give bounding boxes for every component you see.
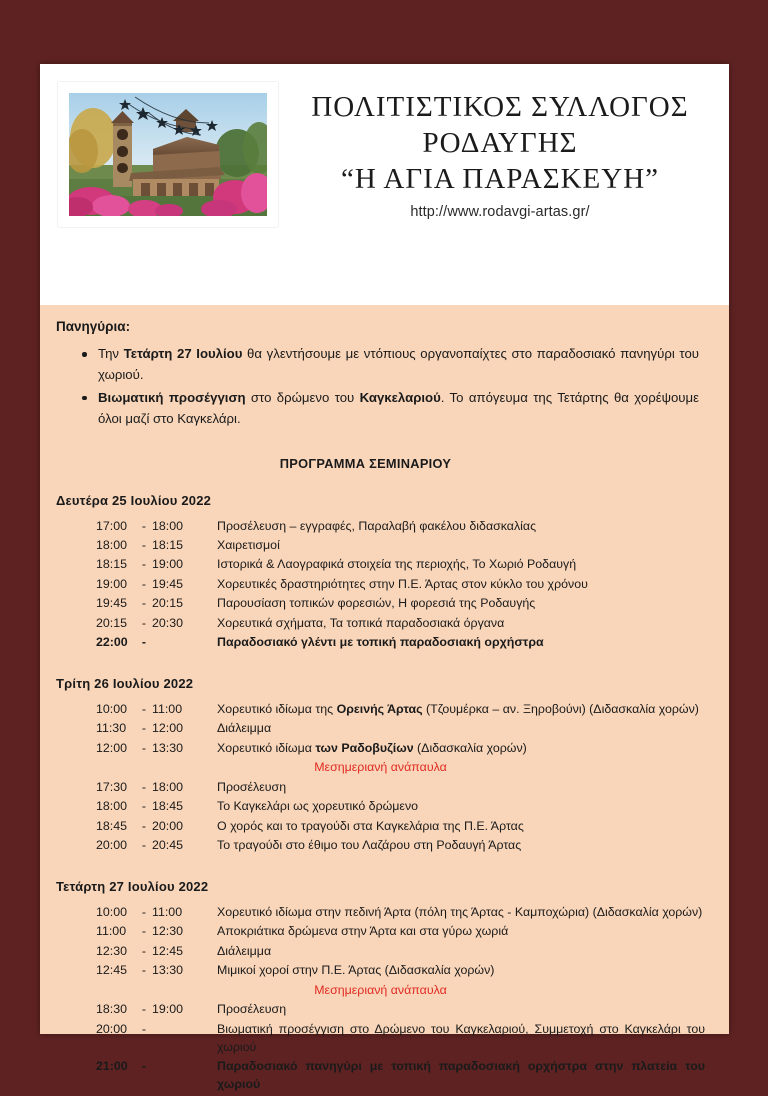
- row-time-separator: -: [141, 518, 147, 533]
- org-title-line2: ΡΟΔΑΥΓΗΣ: [422, 126, 578, 159]
- row-end-time: 18:45: [152, 799, 184, 814]
- emphasis-text: Καγκελαριού: [359, 389, 441, 405]
- row-start-time: 22:00: [96, 635, 128, 650]
- row-description: [217, 837, 705, 856]
- row-gap: [200, 923, 217, 942]
- row-indent: [56, 1001, 96, 1020]
- stamp-frame: [58, 82, 278, 227]
- emphasis-text: Παραδοσιακό γλέντι με τοπική παραδοσιακή ορχήστρα: [217, 635, 544, 650]
- festivals-heading: Πανηγύρια:: [56, 319, 131, 334]
- program-row: [56, 720, 705, 739]
- row-indent: [56, 537, 96, 556]
- row-end-time: 20:30: [152, 615, 184, 630]
- row-gap: [200, 701, 217, 720]
- row-end-time: [152, 1058, 200, 1095]
- row-start-time: 10:00: [96, 701, 128, 716]
- row-indent: [56, 943, 96, 962]
- org-title-line3: “Η ΑΓΙΑ ΠΑΡΑΣΚΕΥΗ”: [340, 163, 660, 196]
- program-row: [56, 537, 705, 556]
- row-time-separator: -: [141, 1021, 147, 1036]
- program-row: [56, 818, 705, 837]
- plain-text: Το τραγούδι στο έθιμο του Λαζάρου στη Ροδαυγή Άρτας: [217, 838, 522, 853]
- row-time-separator: -: [141, 1002, 147, 1017]
- row-end-time: 19:45: [152, 576, 184, 591]
- row-time-separator: -: [141, 635, 147, 650]
- row-gap: [200, 837, 217, 856]
- row-start-time: 18:30: [96, 1002, 128, 1017]
- row-end-time: 18:00: [152, 779, 184, 794]
- row-indent: [56, 962, 96, 981]
- program-day-title: Τετάρτη 27 Ιουλίου 2022: [56, 878, 209, 894]
- festival-bullet: [98, 343, 705, 386]
- row-time-separator: -: [141, 557, 147, 572]
- program-row: [56, 1058, 705, 1095]
- row-indent: [56, 818, 96, 837]
- row-indent: [56, 634, 96, 653]
- plain-text: Μιμικοί χοροί στην Π.Ε. Άρτας (Διδασκαλία χορών): [217, 963, 495, 978]
- row-gap: [200, 1058, 217, 1095]
- plain-text: Προσέλευση – εγγραφές, Παραλαβή φακέλου διδασκαλίας: [217, 518, 537, 533]
- row-description: [217, 576, 705, 595]
- row-start-time: 19:45: [96, 596, 128, 611]
- plain-text: Αποκριάτικα δρώμενα στην Άρτα και στα γύρω χωριά: [217, 924, 509, 939]
- row-indent: [56, 837, 96, 856]
- row-start-time: 17:30: [96, 779, 128, 794]
- row-gap: [200, 798, 217, 817]
- program-row: [56, 740, 705, 759]
- row-time-separator: -: [141, 615, 147, 630]
- row-gap: [200, 720, 217, 739]
- row-time-separator: -: [141, 740, 147, 755]
- poster-header: [40, 64, 729, 305]
- row-end-time: 11:00: [152, 904, 183, 919]
- row-indent: [56, 615, 96, 634]
- row-description: [217, 904, 705, 923]
- row-end-time: 20:15: [152, 596, 184, 611]
- row-gap: [200, 537, 217, 556]
- emphasis-text: των Ραδοβυζίων: [315, 740, 414, 755]
- plain-text: Ιστορικά & Λαογραφικά στοιχεία της περιοχής, Το Χωριό Ροδαυγή: [217, 557, 577, 572]
- plain-text: θα γλεντήσουμε με ντόπιους οργανοπαίχτες στο παραδοσιακό πανηγύρι του χωριού.: [98, 346, 699, 383]
- emphasis-text: Ορεινής Άρτας: [336, 701, 423, 716]
- row-end-time: 12:45: [152, 943, 184, 958]
- program-row: [56, 518, 705, 537]
- row-description: [217, 1001, 705, 1020]
- festival-bullet: [98, 387, 705, 430]
- row-gap: [200, 1021, 217, 1058]
- row-start-time: 10:00: [96, 904, 128, 919]
- program-row: [56, 634, 705, 653]
- row-time-separator: -: [141, 943, 147, 958]
- program-heading: ΠΡΟΓΡΑΜΜΑ ΣΕΜΙΝΑΡΙΟΥ: [279, 455, 452, 471]
- row-end-time: 18:15: [152, 537, 184, 552]
- row-indent: [56, 518, 96, 537]
- poster-card: [40, 64, 729, 1092]
- program-schedule-table: [56, 904, 705, 1096]
- row-end-time: [152, 634, 200, 653]
- row-gap: [200, 943, 217, 962]
- program-row: [56, 923, 705, 942]
- midday-break-label: Μεσημεριανή ανάπαυλα: [314, 760, 447, 775]
- row-start-time: 21:00: [96, 1059, 128, 1074]
- row-start-time: 18:00: [96, 537, 128, 552]
- row-description: [217, 615, 705, 634]
- row-time-separator: -: [141, 721, 147, 736]
- row-gap: [200, 634, 217, 653]
- row-description: [217, 818, 705, 837]
- plain-text: Το Καγκελάρι ως χορευτικό δρώμενο: [217, 799, 419, 814]
- row-description: [217, 701, 705, 720]
- row-indent: [56, 1021, 96, 1058]
- row-gap: [200, 595, 217, 614]
- row-description: [217, 518, 705, 537]
- program-row: [56, 701, 705, 720]
- row-indent: [56, 904, 96, 923]
- program-row: [56, 576, 705, 595]
- row-end-time: 20:00: [152, 818, 184, 833]
- row-start-time: 20:00: [96, 1021, 128, 1036]
- row-time-separator: -: [141, 537, 147, 552]
- program-row: [56, 615, 705, 634]
- emphasis-text: Βιωματική προσέγγιση: [98, 389, 246, 405]
- row-indent: [56, 1058, 96, 1095]
- program-day: [56, 676, 705, 857]
- row-description: [217, 1021, 705, 1058]
- row-gap: [200, 818, 217, 837]
- row-gap: [200, 1001, 217, 1020]
- program-row: [56, 904, 705, 923]
- row-description: [217, 923, 705, 942]
- row-indent: [56, 923, 96, 942]
- plain-text: Χορευτικά σχήματα, Τα τοπικά παραδοσιακά όργανα: [217, 615, 505, 630]
- row-indent: [56, 556, 96, 575]
- row-description: [217, 740, 705, 759]
- row-start-time: 11:00: [96, 924, 127, 939]
- program-day: [56, 879, 705, 1096]
- plain-text: Διάλειμμα: [217, 943, 272, 958]
- row-description: [217, 634, 705, 653]
- row-start-time: 17:00: [96, 518, 128, 533]
- plain-text: (Διδασκαλία χορών): [413, 740, 527, 755]
- row-gap: [200, 576, 217, 595]
- row-end-time: [152, 1021, 200, 1058]
- row-end-time: 12:30: [152, 924, 184, 939]
- church-illustration-icon: [69, 93, 267, 216]
- row-start-time: 19:00: [96, 576, 128, 591]
- row-time-separator: -: [141, 904, 147, 919]
- plain-text: Την: [98, 346, 124, 361]
- row-end-time: 18:00: [152, 518, 184, 533]
- plain-text: Ο χορός και το τραγούδι στα Καγκελάρια της Π.Ε. Άρτας: [217, 818, 524, 833]
- org-title-line1: ΠΟΛΙΤΙΣΤΙΚΟΣ ΣΥΛΛΟΓΟΣ: [311, 91, 689, 123]
- emphasis-text: Παραδοσιακό πανηγύρι με τοπική παραδοσιακή ορχήστρα στην πλατεία του χωριού: [217, 1059, 705, 1092]
- row-start-time: 12:30: [96, 943, 128, 958]
- program-days: [56, 493, 705, 1096]
- midday-break-row: [56, 982, 705, 1001]
- program-row: [56, 1001, 705, 1020]
- program-schedule-table: [56, 701, 705, 857]
- midday-break-label: Μεσημεριανή ανάπαυλα: [314, 982, 447, 997]
- row-indent: [56, 701, 96, 720]
- row-start-time: 11:30: [96, 721, 127, 736]
- row-end-time: 13:30: [152, 963, 184, 978]
- plain-text: Χορευτικό ιδίωμα: [217, 740, 316, 755]
- plain-text: Προσέλευση: [217, 779, 287, 794]
- row-end-time: 13:30: [152, 740, 184, 755]
- program-row: [56, 962, 705, 981]
- row-gap: [200, 962, 217, 981]
- row-time-separator: -: [141, 838, 147, 853]
- row-start-time: 12:00: [96, 740, 128, 755]
- plain-text: Παρουσίαση τοπικών φορεσιών, Η φορεσιά της Ροδαυγής: [217, 596, 536, 611]
- row-start-time: 18:45: [96, 818, 128, 833]
- row-end-time: 11:00: [152, 701, 183, 716]
- emphasis-text: Τετάρτη 27 Ιουλίου: [123, 346, 243, 361]
- program-day-title: Δευτέρα 25 Ιουλίου 2022: [56, 492, 212, 508]
- row-description: [217, 556, 705, 575]
- row-time-separator: -: [141, 924, 147, 939]
- row-start-time: 18:00: [96, 799, 128, 814]
- row-time-separator: -: [141, 779, 147, 794]
- poster-body: [40, 305, 729, 1096]
- row-description: [217, 1058, 705, 1095]
- row-time-separator: -: [141, 576, 147, 591]
- plain-text: Προσέλευση: [217, 1002, 287, 1017]
- row-start-time: 18:15: [96, 557, 128, 572]
- plain-text: Χορευτικό ιδίωμα της: [217, 701, 337, 716]
- row-description: [217, 798, 705, 817]
- row-gap: [200, 518, 217, 537]
- row-indent: [56, 595, 96, 614]
- row-gap: [200, 779, 217, 798]
- program-row: [56, 556, 705, 575]
- row-gap: [200, 615, 217, 634]
- row-gap: [200, 740, 217, 759]
- plain-text: . Το απόγευμα της Τετάρτης θα χορέψουμε όλοι μαζί στο Καγκελάρι.: [98, 389, 699, 427]
- plain-text: Χαιρετισμοί: [217, 537, 280, 552]
- program-row: [56, 595, 705, 614]
- org-website-url[interactable]: http://www.rodavgi-artas.gr/: [410, 203, 590, 220]
- plain-text: Βιωματική προσέγγιση στο Δρώμενο του Καγκελαριού, Συμμετοχή στο Καγκελάρι του χωριού: [217, 1021, 705, 1054]
- row-end-time: 12:00: [152, 721, 184, 736]
- program-row: [56, 779, 705, 798]
- row-time-separator: -: [141, 596, 147, 611]
- row-time-separator: -: [141, 818, 147, 833]
- row-time-separator: -: [141, 963, 147, 978]
- row-end-time: 20:45: [152, 838, 184, 853]
- row-description: [217, 962, 705, 981]
- row-description: [217, 720, 705, 739]
- plain-text: στο δρώμενο του: [245, 389, 360, 405]
- row-description: [217, 943, 705, 962]
- program-schedule-table: [56, 518, 705, 654]
- plain-text: Χορευτικές δραστηριότητες στην Π.Ε. Άρτας στον κύκλο του χρόνου: [217, 576, 588, 591]
- plain-text: (Τζουμέρκα – αν. Ξηροβούνι) (Διδασκαλία χορών): [422, 701, 699, 716]
- row-indent: [56, 779, 96, 798]
- row-end-time: 19:00: [152, 557, 184, 572]
- row-description: [217, 595, 705, 614]
- row-indent: [56, 576, 96, 595]
- program-day: [56, 493, 705, 654]
- row-end-time: 19:00: [152, 1002, 184, 1017]
- row-indent: [56, 798, 96, 817]
- row-indent: [56, 740, 96, 759]
- row-time-separator: -: [141, 701, 147, 716]
- midday-break-row: [56, 759, 705, 778]
- row-gap: [200, 904, 217, 923]
- row-indent: [56, 720, 96, 739]
- program-row: [56, 798, 705, 817]
- row-start-time: 12:45: [96, 963, 128, 978]
- plain-text: Διάλειμμα: [217, 721, 272, 736]
- program-row: [56, 943, 705, 962]
- festivals-list: [56, 343, 705, 430]
- row-time-separator: -: [141, 1059, 147, 1074]
- org-title-block: [290, 90, 710, 220]
- plain-text: Χορευτικό ιδίωμα στην πεδινή Άρτα (πόλη της Άρτας - Καμποχώρια) (Διδασκαλία χορών): [217, 904, 703, 919]
- row-start-time: 20:15: [96, 615, 128, 630]
- stamp-image: [58, 82, 278, 227]
- row-gap: [200, 556, 217, 575]
- row-description: [217, 779, 705, 798]
- program-row: [56, 837, 705, 856]
- row-start-time: 20:00: [96, 838, 128, 853]
- church-photo: [69, 93, 267, 216]
- program-day-title: Τρίτη 26 Ιουλίου 2022: [56, 675, 194, 691]
- row-time-separator: -: [141, 799, 147, 814]
- program-row: [56, 1021, 705, 1058]
- row-description: [217, 537, 705, 556]
